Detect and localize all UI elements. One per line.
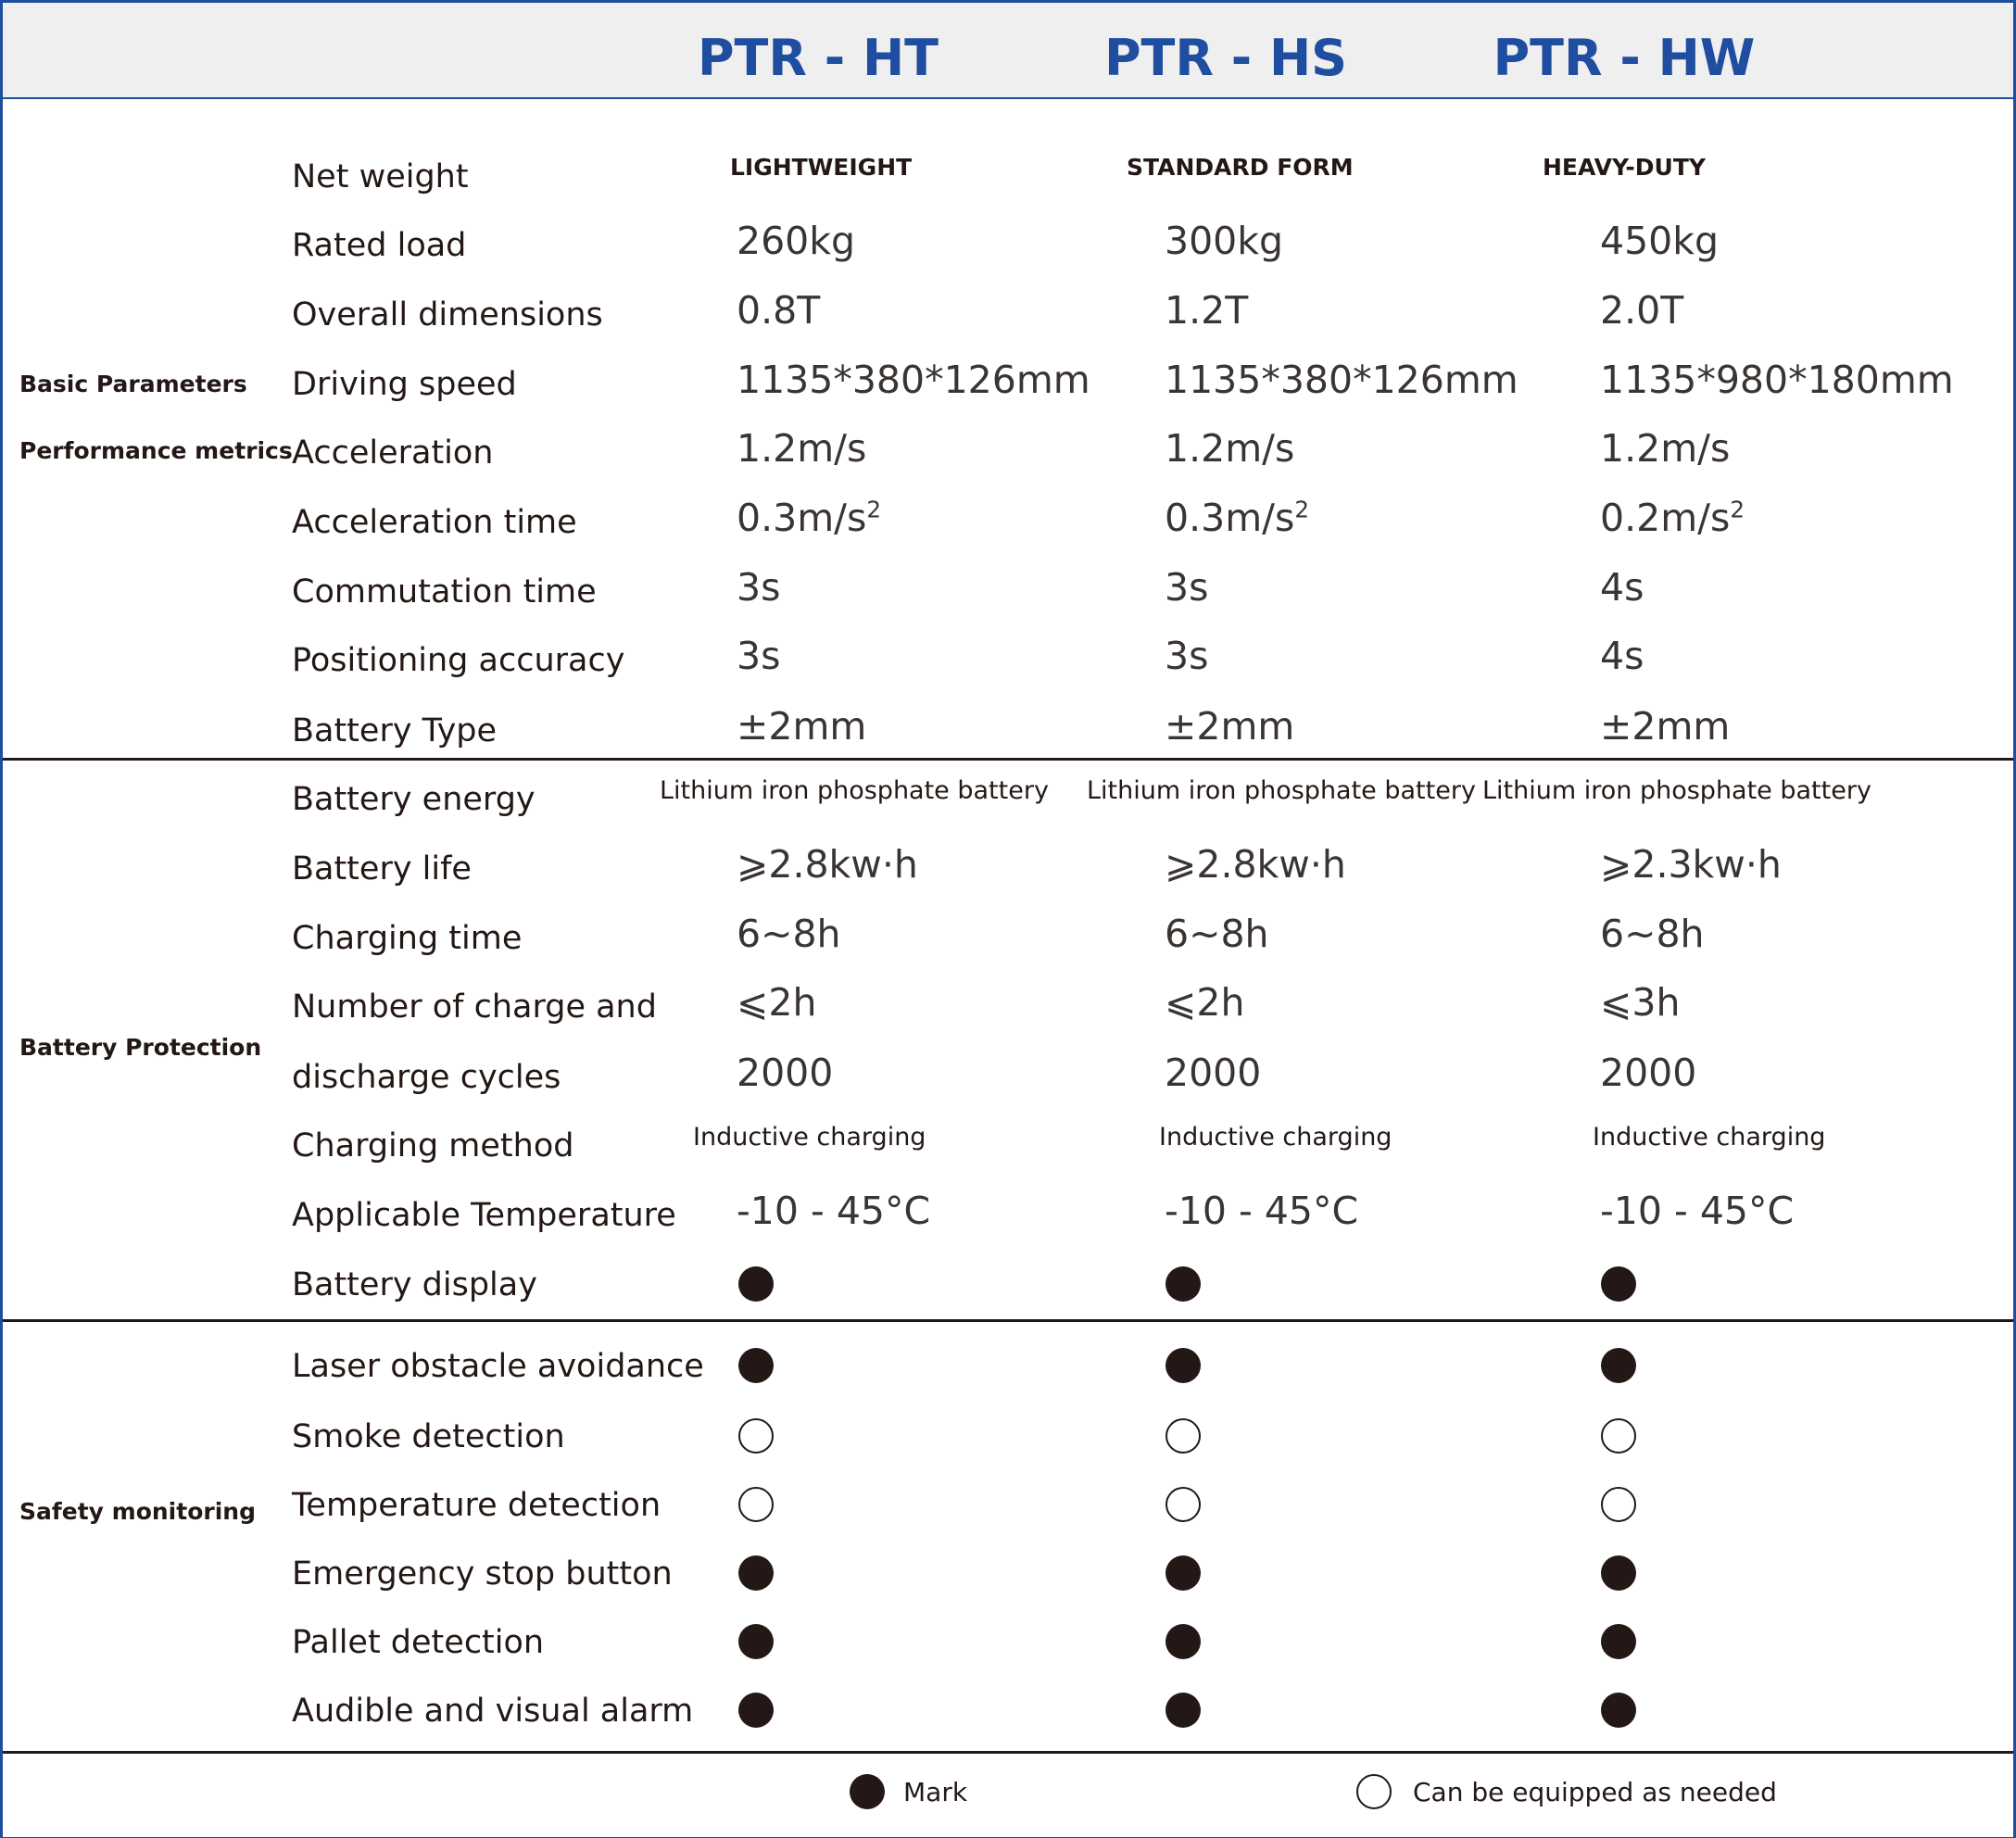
value-text: 6~8h <box>737 912 841 956</box>
model-name-hw: PTR - HW <box>1493 29 1756 87</box>
table-row <box>3 633 2013 688</box>
value-text: 1.2T <box>1165 288 1249 333</box>
value-cell <box>1087 775 1476 807</box>
unit-superscript: 2 <box>1294 496 1309 523</box>
filled-circle-icon <box>738 1693 774 1728</box>
empty-circle-icon <box>1601 1487 1636 1522</box>
value-cell <box>737 287 820 334</box>
legend-optional-label: Can be equipped as needed <box>1413 1777 1777 1807</box>
row-label: Battery life <box>292 850 472 888</box>
value-cell <box>737 911 841 957</box>
value-text: STANDARD FORM <box>1127 154 1354 181</box>
table-row <box>3 149 2013 205</box>
value-cell <box>1165 1188 1358 1234</box>
value-text: 3s <box>1165 634 1209 678</box>
value-cell <box>737 1188 930 1234</box>
value-cell <box>737 495 881 541</box>
filled-circle-icon <box>738 1266 774 1302</box>
value-text: 260kg <box>737 219 856 263</box>
value-text: 2000 <box>737 1051 834 1095</box>
value-cell <box>737 841 918 888</box>
value-text: ±2mm <box>737 704 867 749</box>
unit-superscript: 2 <box>1730 496 1745 523</box>
value-text: 4s <box>1600 634 1644 678</box>
value-text: ⩾2.3kw·h <box>1600 842 1782 887</box>
filled-circle-icon <box>738 1555 774 1591</box>
value-cell <box>1600 979 1680 1026</box>
section-divider <box>3 1319 2013 1322</box>
filled-circle-icon <box>1166 1693 1201 1728</box>
value-cell <box>1165 841 1346 888</box>
value-cell <box>693 1122 926 1153</box>
value-cell <box>737 564 780 611</box>
value-text: 3s <box>737 634 781 678</box>
value-text: ⩾2.8kw·h <box>1165 842 1346 887</box>
value-text: -10 - 45°C <box>1165 1189 1359 1233</box>
table-row <box>3 564 2013 620</box>
value-cell <box>1165 1050 1261 1096</box>
value-cell <box>1600 357 1954 403</box>
row-label: Battery energy <box>292 781 536 818</box>
value-text: Inductive charging <box>693 1123 926 1152</box>
value-cell <box>1593 1122 1825 1153</box>
table-row <box>3 357 2013 412</box>
table-row <box>3 911 2013 966</box>
value-text: -10 - 45°C <box>1600 1189 1795 1233</box>
table-row <box>3 425 2013 481</box>
filled-circle-icon <box>1166 1266 1201 1302</box>
row-label: Commutation time <box>292 573 597 611</box>
filled-circle-icon <box>1166 1555 1201 1591</box>
row-label: Acceleration <box>292 434 494 472</box>
value-text: ⩾2.8kw·h <box>737 842 918 887</box>
table-row <box>3 1409 2013 1465</box>
value-cell <box>1482 775 1871 807</box>
value-text: HEAVY-DUTY <box>1543 154 1707 181</box>
value-text: 1135*380*126mm <box>737 358 1090 402</box>
value-text: 1.2m/s <box>737 426 867 471</box>
table-row <box>3 1118 2013 1174</box>
row-label: Number of charge and <box>292 988 657 1026</box>
filled-circle-icon <box>1601 1266 1636 1302</box>
row-label: Acceleration time <box>292 504 577 541</box>
section-basic-parameters: Basic Parameters <box>19 371 247 397</box>
table-row <box>3 772 2013 827</box>
filled-circle-icon <box>738 1624 774 1659</box>
empty-circle-icon <box>738 1487 774 1522</box>
value-cell <box>737 703 866 749</box>
row-label: Positioning accuracy <box>292 642 625 679</box>
row-label: Laser obstacle avoidance <box>292 1348 704 1385</box>
value-cell <box>1165 564 1208 611</box>
section-battery-protection: Battery Protection <box>19 1034 262 1061</box>
value-text: Lithium iron phosphate battery <box>660 776 1049 805</box>
value-cell <box>737 218 855 264</box>
row-label: Driving speed <box>292 366 517 403</box>
table-row <box>3 1257 2013 1313</box>
table-row <box>3 218 2013 273</box>
table-row <box>3 841 2013 897</box>
value-cell <box>737 357 1090 403</box>
value-text: 2000 <box>1600 1051 1697 1095</box>
value-text: 450kg <box>1600 219 1720 263</box>
value-text: ±2mm <box>1600 704 1731 749</box>
model-header <box>3 3 2013 99</box>
section-safety-monitoring: Safety monitoring <box>19 1498 256 1525</box>
value-cell <box>1165 287 1248 334</box>
value-cell <box>1127 153 1354 183</box>
value-cell <box>737 1050 833 1096</box>
value-cell <box>1165 979 1244 1026</box>
value-cell <box>1165 911 1269 957</box>
value-cell <box>1165 357 1518 403</box>
section-performance-metrics: Performance metrics <box>19 437 293 464</box>
value-cell <box>1600 633 1644 679</box>
table-row <box>3 495 2013 550</box>
model-name-hs: PTR - HS <box>1103 29 1348 87</box>
row-label: Charging method <box>292 1127 574 1164</box>
value-text: 1135*380*126mm <box>1165 358 1518 402</box>
row-label: discharge cycles <box>292 1059 561 1096</box>
filled-circle-icon <box>1166 1624 1201 1659</box>
value-text: ⩽2h <box>1165 980 1245 1025</box>
table-row <box>3 1050 2013 1105</box>
value-text: LIGHTWEIGHT <box>730 154 913 181</box>
value-cell <box>1543 153 1706 183</box>
table-row <box>3 1615 2013 1670</box>
filled-circle-icon <box>738 1348 774 1383</box>
value-cell <box>1600 911 1705 957</box>
value-cell <box>1600 287 1683 334</box>
value-cell <box>660 775 1049 807</box>
value-text: 0.8T <box>737 288 821 333</box>
value-cell <box>1165 495 1309 541</box>
value-text: Lithium iron phosphate battery <box>1482 776 1871 805</box>
filled-circle-icon <box>1601 1693 1636 1728</box>
value-cell <box>1159 1122 1392 1153</box>
table-row <box>3 1339 2013 1394</box>
legend-mark-label: Mark <box>903 1777 968 1807</box>
empty-circle-icon <box>738 1418 774 1454</box>
value-cell <box>737 979 816 1026</box>
value-text: ⩽2h <box>737 980 817 1025</box>
filled-circle-icon <box>1601 1555 1636 1591</box>
row-label: Smoke detection <box>292 1418 565 1455</box>
value-text: 0.3m/s <box>1165 496 1295 540</box>
value-cell <box>1600 495 1745 541</box>
row-label: Pallet detection <box>292 1624 545 1661</box>
row-label: Battery Type <box>292 712 498 749</box>
value-text: Lithium iron phosphate battery <box>1087 776 1476 805</box>
table-row <box>3 1478 2013 1533</box>
value-text: 3s <box>737 565 781 610</box>
value-text: Inductive charging <box>1593 1123 1826 1152</box>
empty-circle-icon <box>1356 1774 1392 1809</box>
table-row <box>3 979 2013 1035</box>
value-cell <box>1165 633 1208 679</box>
value-cell <box>1600 703 1730 749</box>
filled-circle-icon <box>1601 1348 1636 1383</box>
table-row <box>3 1683 2013 1739</box>
value-cell <box>737 425 866 472</box>
row-label: Temperature detection <box>292 1487 662 1524</box>
filled-circle-icon <box>1601 1624 1636 1659</box>
value-cell <box>1165 425 1294 472</box>
row-label: Audible and visual alarm <box>292 1693 694 1730</box>
table-row <box>3 287 2013 343</box>
value-cell <box>1600 564 1644 611</box>
value-text: 1.2m/s <box>1600 426 1731 471</box>
value-text: ±2mm <box>1165 704 1295 749</box>
value-text: Inductive charging <box>1159 1123 1392 1152</box>
unit-superscript: 2 <box>866 496 881 523</box>
value-text: 1.2m/s <box>1165 426 1295 471</box>
empty-circle-icon <box>1166 1418 1201 1454</box>
table-row <box>3 1188 2013 1243</box>
value-cell <box>730 153 912 183</box>
value-text: 4s <box>1600 565 1644 610</box>
value-text: 1135*980*180mm <box>1600 358 1954 402</box>
row-label: Overall dimensions <box>292 296 603 334</box>
value-text: 2.0T <box>1600 288 1684 333</box>
value-text: 6~8h <box>1600 912 1705 956</box>
value-text: 2000 <box>1165 1051 1262 1095</box>
value-text: 0.3m/s <box>737 496 867 540</box>
filled-circle-icon <box>850 1774 885 1809</box>
value-cell <box>1165 218 1283 264</box>
row-label: Battery display <box>292 1266 537 1303</box>
value-text: ⩽3h <box>1600 980 1681 1025</box>
value-text: 300kg <box>1165 219 1284 263</box>
value-cell <box>1600 218 1719 264</box>
value-cell <box>737 633 780 679</box>
empty-circle-icon <box>1166 1487 1201 1522</box>
table-row <box>3 703 2013 759</box>
row-label: Applicable Temperature <box>292 1197 676 1234</box>
row-label: Charging time <box>292 920 523 957</box>
filled-circle-icon <box>1166 1348 1201 1383</box>
table-row <box>3 1546 2013 1602</box>
legend <box>3 1752 2013 1835</box>
value-cell <box>1165 703 1294 749</box>
value-text: 0.2m/s <box>1600 496 1731 540</box>
row-label: Rated load <box>292 227 467 264</box>
value-text: -10 - 45°C <box>737 1189 931 1233</box>
value-text: 6~8h <box>1165 912 1269 956</box>
value-cell <box>1600 841 1782 888</box>
empty-circle-icon <box>1601 1418 1636 1454</box>
value-cell <box>1600 1188 1794 1234</box>
value-text: 3s <box>1165 565 1209 610</box>
row-label: Emergency stop button <box>292 1555 673 1593</box>
value-cell <box>1600 1050 1696 1096</box>
value-cell <box>1600 425 1730 472</box>
row-label: Net weight <box>292 158 469 195</box>
model-name-ht: PTR - HT <box>697 29 939 87</box>
